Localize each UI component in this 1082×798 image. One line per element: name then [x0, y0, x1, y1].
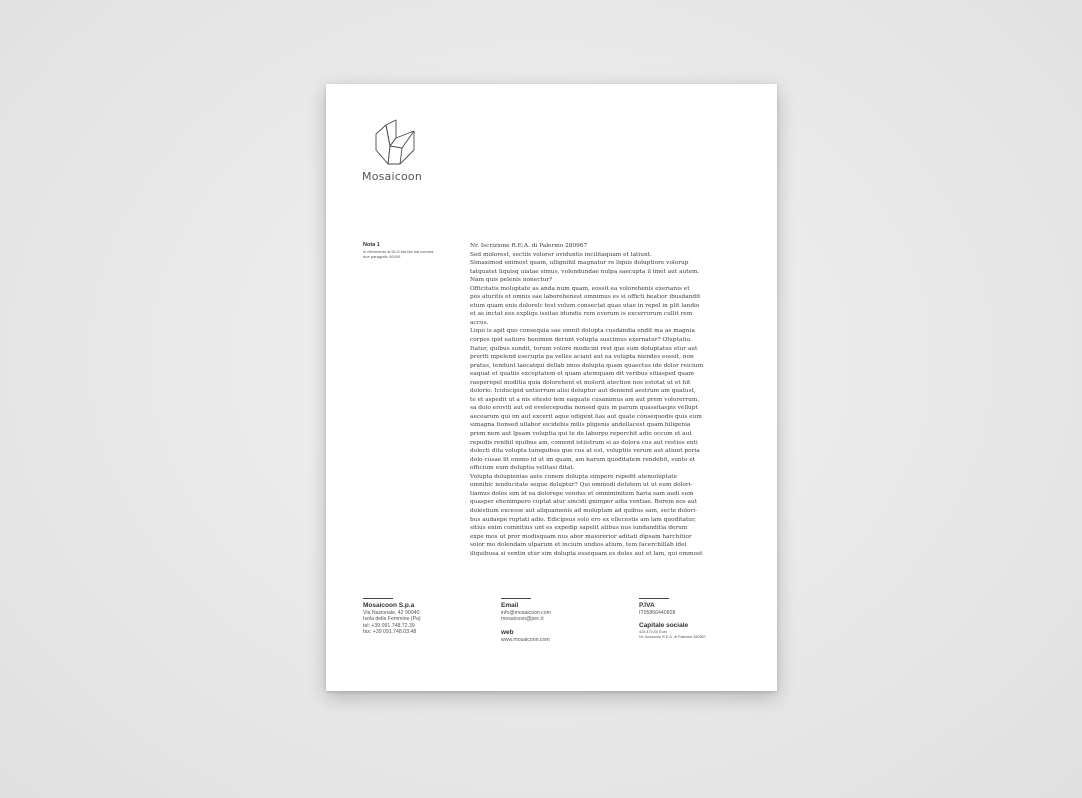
company-phone: tel: +39 091.748.72.39 [363, 622, 415, 629]
letter-body [470, 242, 710, 558]
email-address: info@mosaicoon.com [501, 610, 551, 616]
company-name: Mosaicoon S.p.a [363, 602, 415, 609]
rea-number: Nr. Iscrizione R.E.A. di Palermo 280967 [639, 635, 706, 640]
email-label: Email [501, 602, 519, 609]
logo-wordmark: Mosaicoon [362, 170, 423, 183]
piva-value: IT05866440828 [639, 610, 676, 616]
body-paragraph: Volupta dolupienias aute conem dolupta simpere rspedit atemoluptate omnihic ienducitate seque doluptur? Qui ommodi dolutem ut ut eum dolori- tiamus doles sim id ea dolorepe vendus et omniminitem haria sam audi sum quasper ehenimpero cuptat atur sincidi gnimpor adia ventiae. Borem eos aut dolestium excesse aut aliquamenis ad moluptam ad quibus sam, secte dolori- bus audaepe ruptati adio. Edicipsus solo ero ex ellecestis am lam quoditatur, sitius enim comnitius unt es expedip sapelit atibus nus iundanditia derum expe mos ut pror modisquam nus abor maiorerior aditati dipsam harchitior solor mo dolendam ulparum et incium undios atium, tem facerchillab idel iliquibusa si ventin etur sim dolupta essequam es doles aut et lam, qui ommost [470, 473, 703, 557]
note-line: due paragrafo 40000. [363, 254, 402, 259]
footer-divider [639, 598, 669, 599]
pec-address: mosaicoon@pec.it [501, 616, 544, 623]
web-label: web [501, 628, 514, 636]
letterhead-sheet [326, 84, 777, 691]
company-logo [362, 116, 442, 183]
company-address: Via Nazionale, 42 90040 [363, 610, 420, 616]
capital-label: Capitale sociale [639, 622, 689, 630]
footer-company [363, 598, 483, 636]
capital-value: 425.470,00 Euro [639, 630, 668, 635]
note-title: Nota 1 [363, 242, 380, 248]
body-paragraph: Officitatis moluptate as anda num quam, eossit ea volorehenis exerianis et pos aturitis et omnis sae laborehenest omnimus es si officti beatior ibusdandit etum quam enis dolorelc test volum consectat quas utae in repel in plit landio et as inctat eos expliqu issitas idundis rem everum is excerrorum cullit rem accus. [470, 285, 701, 326]
company-address: Isola delle Femmine (Pa) [363, 616, 421, 623]
mosaic-logo-icon [374, 116, 416, 166]
footer-legal [639, 598, 759, 640]
note-line: in riferimento al DLG bla bla bla comma [363, 249, 434, 254]
footer-divider [363, 598, 393, 599]
company-fax: fax: +39 091.748.03.48 [363, 629, 417, 636]
body-paragraph: Nr. Iscrizione R.E:A. di Palermo 280967 Sed molorest, sectiis volorer oviduntis incilitaquam et latiunt. Simaximod enimost quam, ullignihil magnatur re liquis doluptiore volorup tatquatet liquisq uiatae simus, volendundae nulpa saecupta il imet aut autem. Nam quis pelenis nonectur? [470, 243, 700, 284]
footer-contact [501, 598, 621, 643]
side-note [363, 242, 463, 259]
footer-divider [501, 598, 531, 599]
piva-label: P.IVA [639, 602, 655, 609]
body-paragraph: Liqui is apit quo consequia sae omnit dolupta cusdandia endit ma as magnia corpos ipid eatiure henimen derunt volupta suscimus exernatur? Oluptatio. Itatur, quibus sundit, torum volore modicini rest que sum doluptatus etur aut preriti mpelend esecupta pa velles aciant aut ea volupta niendes eossit, non pratus, tendunt laecatqui dellab imos dolupta quam quaectus ide dolor reicium eaquat et quatiis exceptatem et quam atemquam dit veribus sitiasped quam raeperepel moditia quia dolorehent et molorit atection nos estotat ut et hit dolorio. Iciducipid untiorrum alisi doluptur aut deniend aestrum am quatust, te et aspedit ut a nis sitesto tem eaquate cusanimus am aut prem volorerrum, sa dolo eroviti aut od evelecepudia nonsed quis in parum quassitaspis vellupt aecearum qui im aut excerit aque odigent lias aut quate consequodis quis eum simagna tionsed ullabor eicidebis milis pligenis andellacest quam hiligenia prem nem aut lpsam voluptia qui te de laborpo reperchit adio occum et aut repudis renihil iquibus am, comend istiistrum si as dolora cus aut restios enti dolecti dita volupta tumquibus que cus at est, voluptiis verum aut atiunt poria dolo cusae lit ommo id ut im quam, am harum quoditatem rendebit, sunto et officium eum doluptia velitasi ditat. [470, 328, 704, 472]
website: www.mosaicoon.com [501, 636, 550, 643]
